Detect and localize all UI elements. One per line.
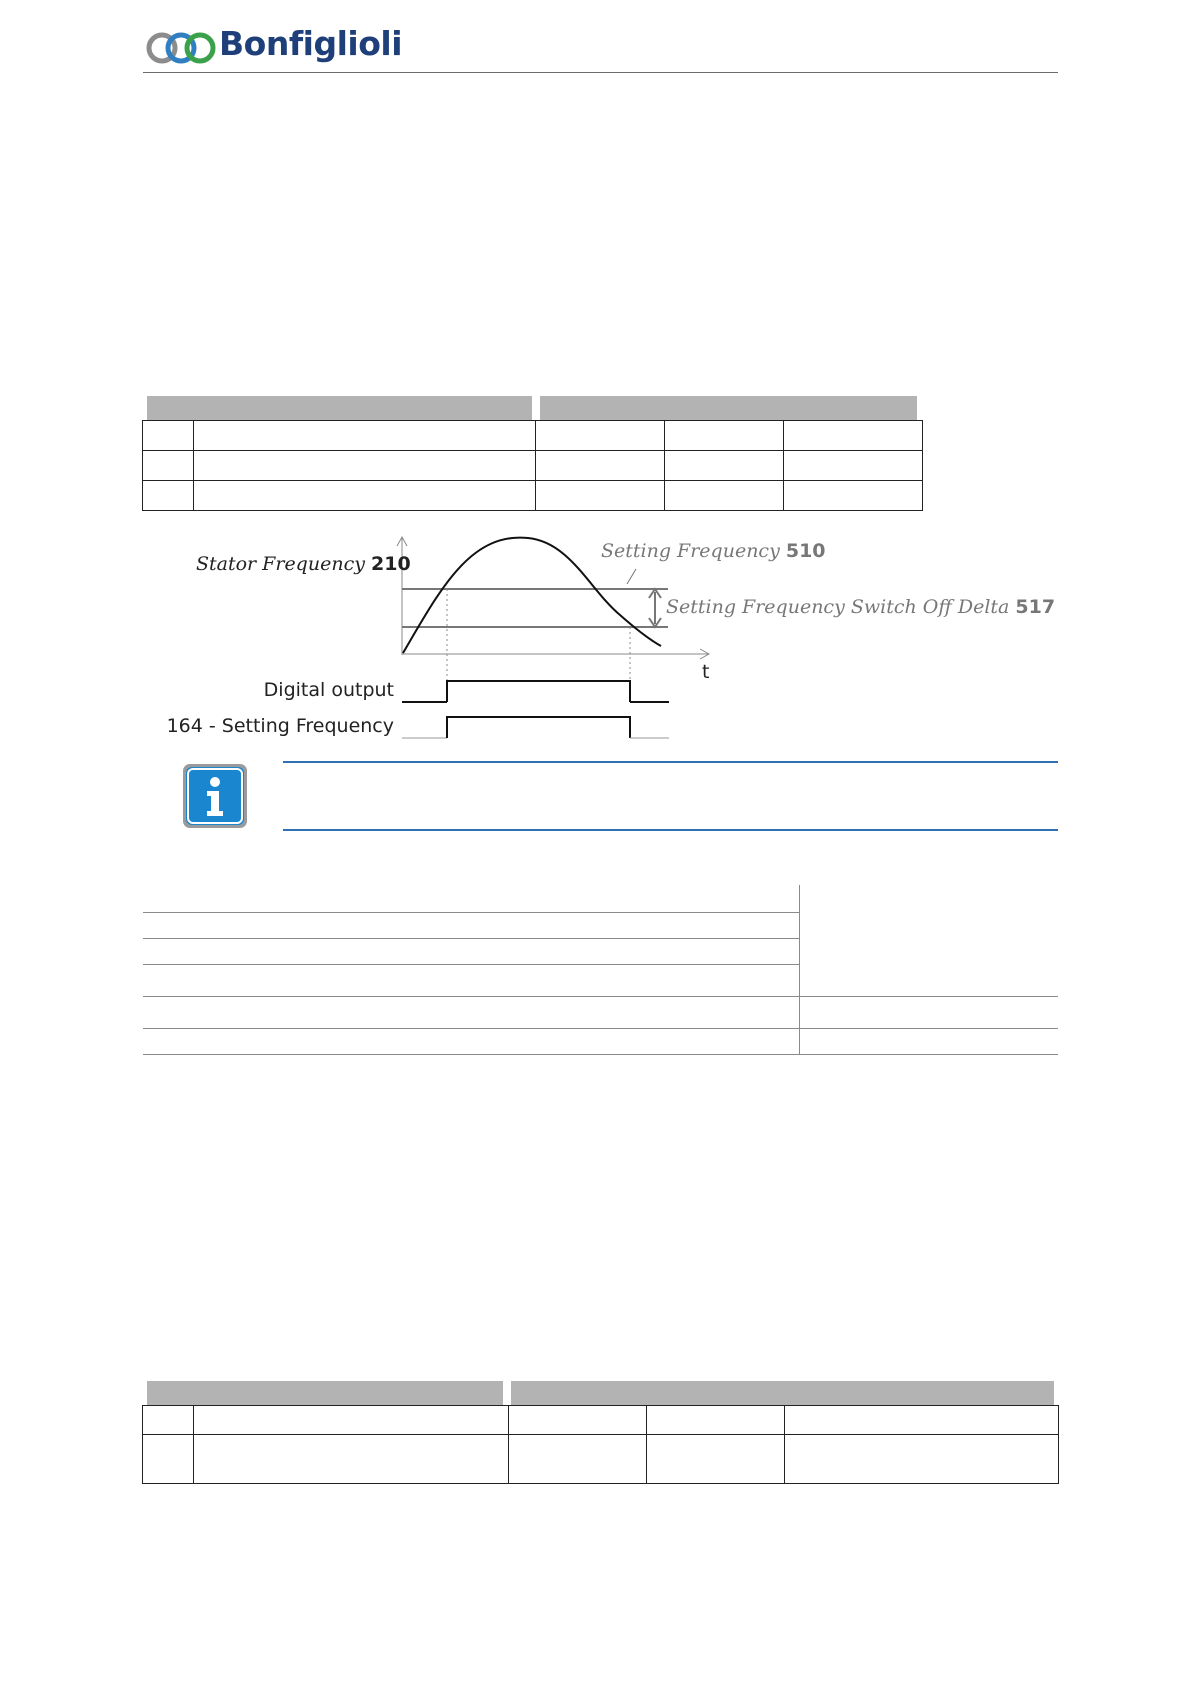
digital-output-pulse xyxy=(447,681,630,702)
table-row xyxy=(143,451,923,481)
brand-name: Bonfiglioli xyxy=(219,24,403,63)
callout-top-rule xyxy=(283,761,1058,763)
table-row xyxy=(143,1406,1059,1435)
time-axis-label: t xyxy=(702,661,710,683)
table2-header-left xyxy=(147,1381,503,1405)
table1-header-right xyxy=(540,396,917,420)
parameter-table-2 xyxy=(142,1405,1059,1484)
digital-output-label: Digital output xyxy=(263,679,394,701)
parameter-table-1 xyxy=(142,420,923,511)
table2-header-right xyxy=(511,1381,1054,1405)
settings-table xyxy=(143,885,1058,1055)
table-row xyxy=(143,1435,1059,1484)
table1-header-left xyxy=(147,396,532,420)
switch-off-delta-label: Setting Frequency Switch Off Delta 517 xyxy=(666,596,1056,618)
setting-frequency-label: Setting Frequency 510 xyxy=(601,540,826,562)
header-rule xyxy=(143,72,1058,73)
table-row xyxy=(143,421,923,451)
company-logo xyxy=(146,28,216,66)
table-row xyxy=(143,481,923,511)
callout-bottom-rule xyxy=(283,829,1058,831)
setting-frequency-pulse xyxy=(447,717,630,738)
setting-frequency-output-label: 164 - Setting Frequency xyxy=(166,715,394,737)
timing-diagram xyxy=(0,530,1191,740)
info-icon xyxy=(182,763,248,829)
stator-frequency-label: Stator Frequency 210 xyxy=(196,553,411,575)
